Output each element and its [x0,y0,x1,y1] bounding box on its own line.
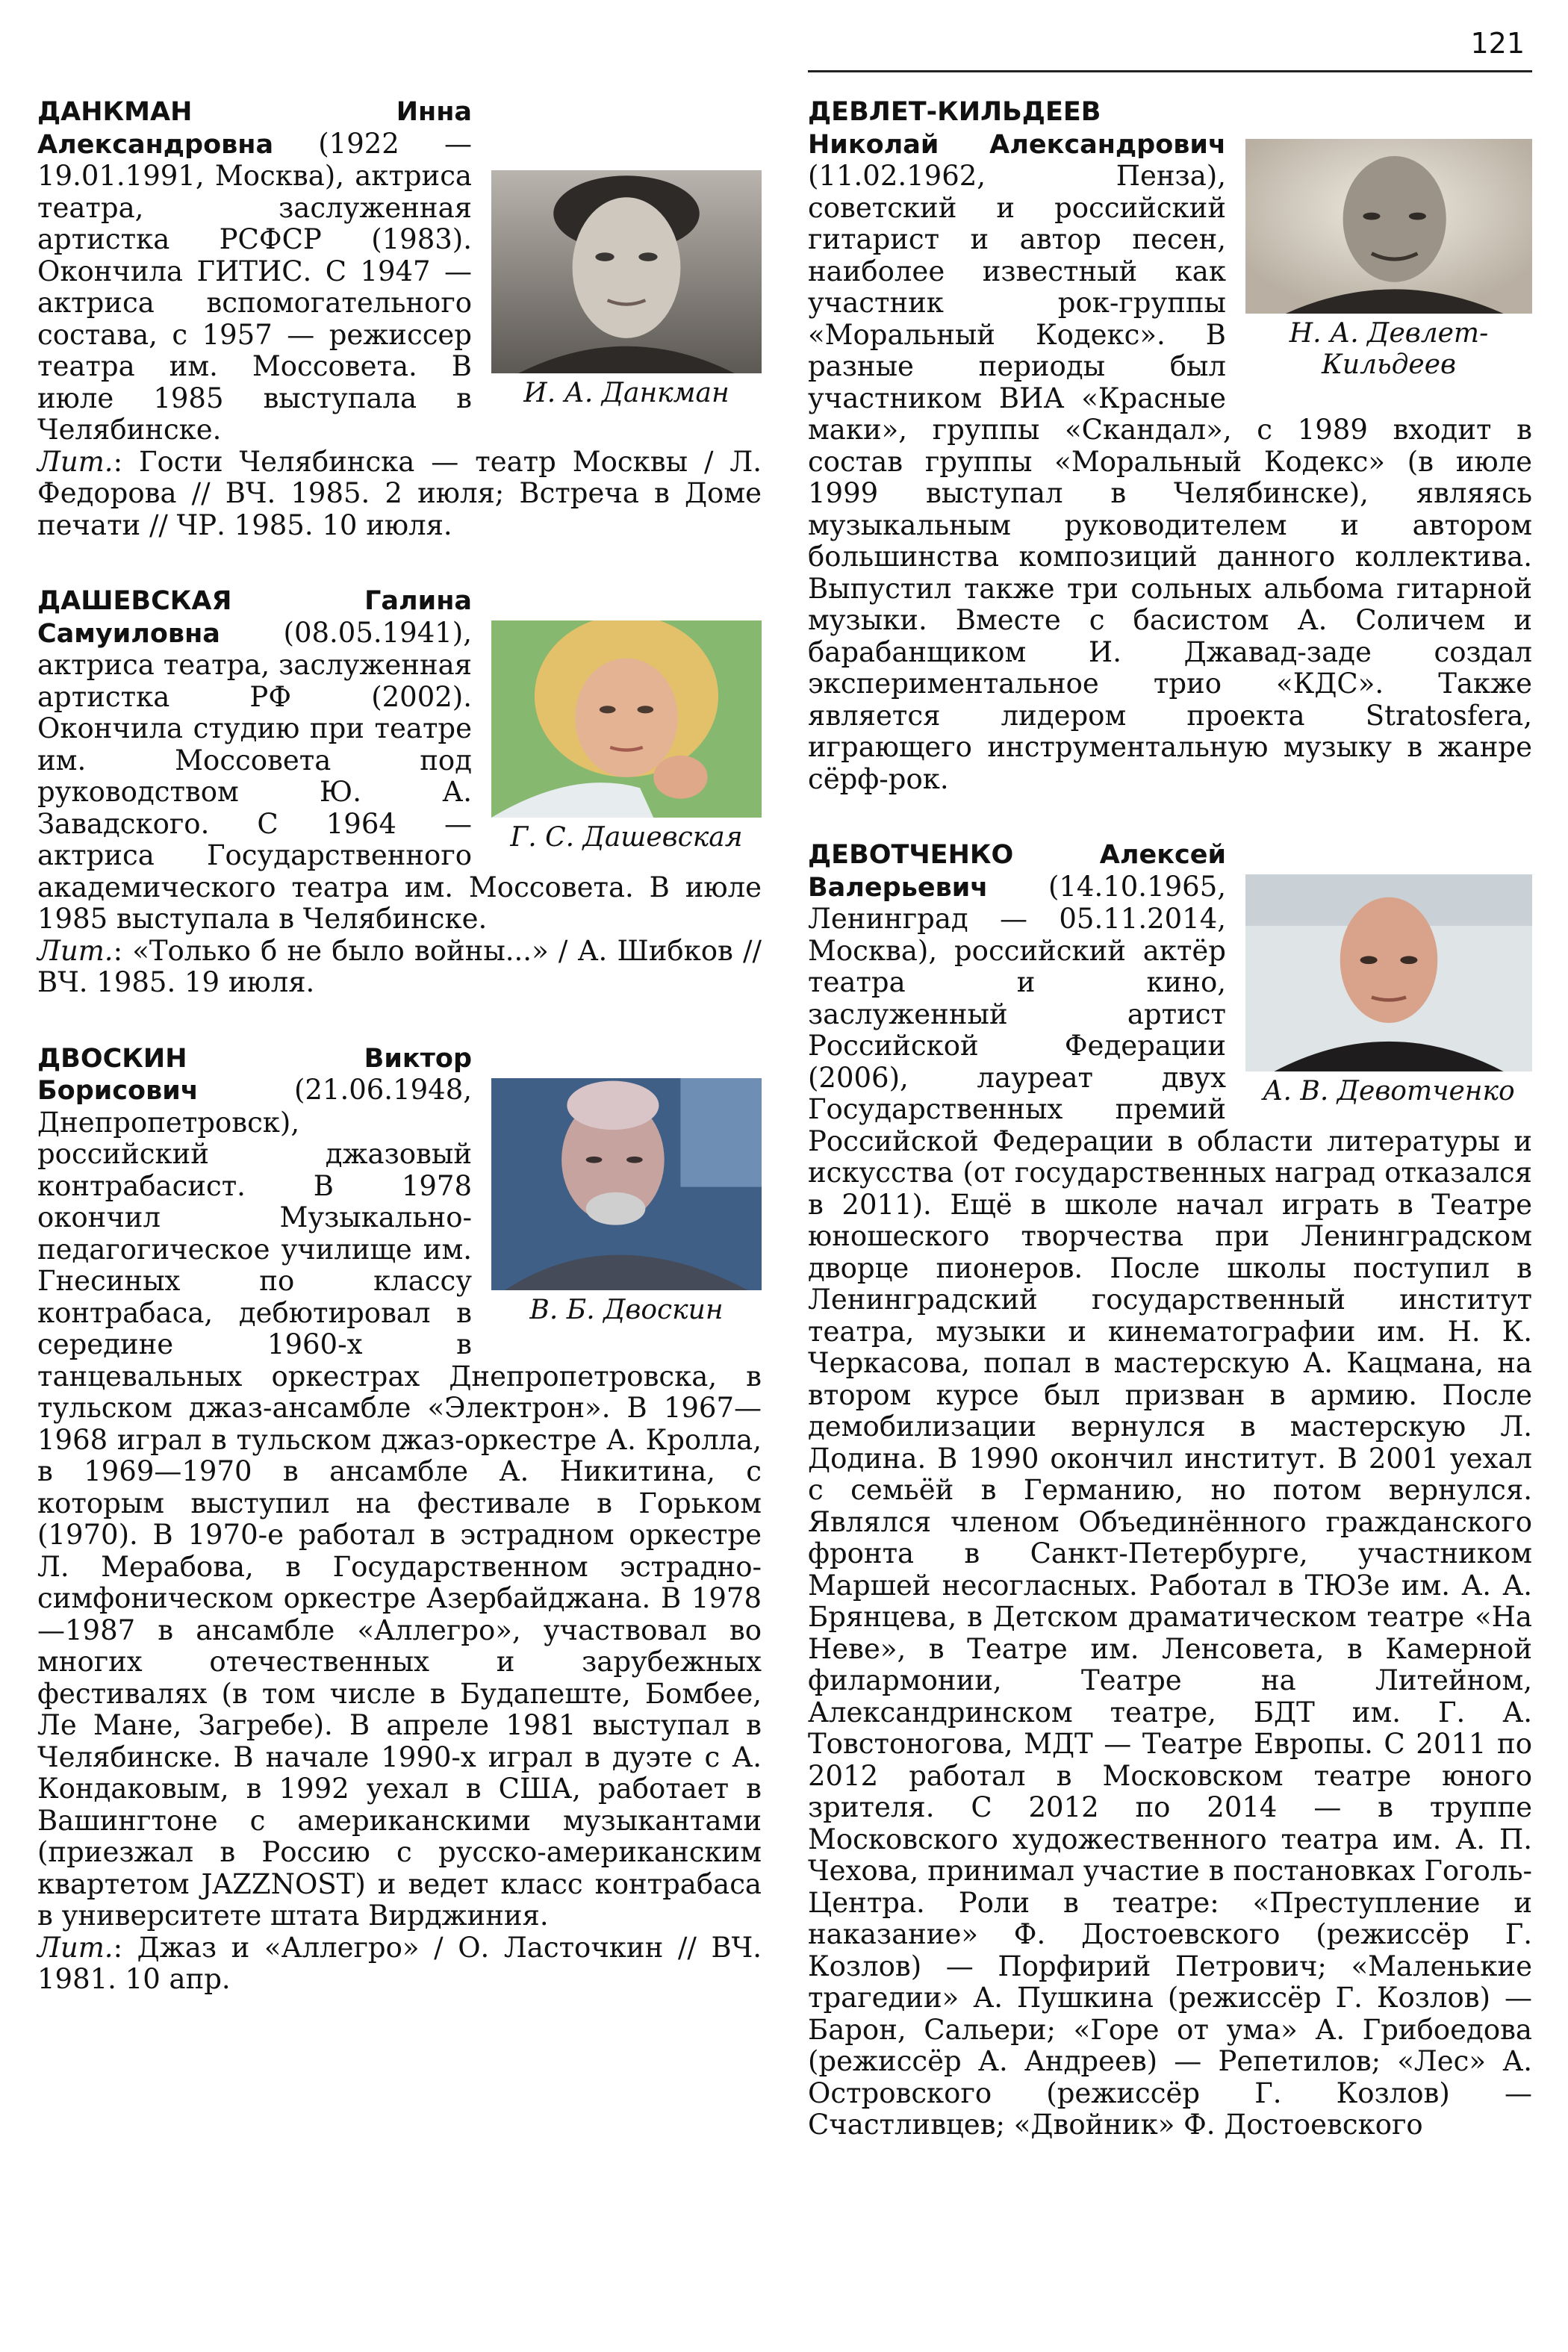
entry-dankman [37,96,762,541]
right-column [808,96,1532,2185]
entry-body: (21.06.1948, Днепропетровск), российский джазовый контрабасист. В 1978 окончил Музыкально-педагогическое училище им. Гнесиных по классу контрабаса, дебютировал в середине 1960-х в танцевальных оркестрах Днепропетровска, в тульском джаз-ансамбле «Электрон». В 1967—1968 играл в тульском джаз-оркестре А. Кролла, в 1969—1970 в ансамбле А. Никитина, с которым выступил на фестивале в Горьком (1970). В 1970-е работал в эстрадном оркестре Л. Мерабова, в Государственном эстрадно-симфоническом оркестре Азербайджана. В 1978—1987 в ансамбле «Аллегро», участвовал во многих отечественных и зарубежных фестивалях (в том числе в Будапеште, Бомбее, Ле Мане, Загребе). В апреле 1981 выступал в Челябинске. В начале 1990-х играл в дуэте с А. Кондаковым, в 1992 уехал в США, работает в Вашингтоне с американскими музыкантами (приезжал в Россию с русско-американским квартетом JAZZNOST) и ведет класс контрабаса в университете штата Вирджиния. [37,1074,762,1932]
figure-dvoskin [491,1078,762,1326]
entry-devotchenko [808,839,1532,2141]
literature-ref [37,936,762,999]
entry-body: (14.10.1965, Ленинград — 05.11.2014, Москва), российский актёр театра и кино, заслуженный артист Российской Федерации (2006), лауреат двух Государственных премий Российской Федерации в области литературы и искусства (от государственных наград отказался в 2011). Ещё в школе начал играть в Театре юношеского творчества при Ленинградском дворце пионеров. После школы поступил в Ленинградский государственный институт театра, музыки и кинематографии им. Н. К. Черкасова, попал в мастерскую А. Кацмана, на втором курсе был призван в армию. После демобилизации вернулся в мастерскую Л. Додина. В 1990 окончил институт. В 2001 уехал с семьёй в Германию, но потом вернулся. Являлся членом Объединённого гражданского фронта в Санкт-Петербурге, участником Маршей несогласных. Работал в ТЮЗе им. А. А. Брянцева, в Детском драматическом театре «На Неве», в Театре им. Ленсовета, в Камерной филармонии, Театре на Литейном, Александринском театре, БДТ им. Г. А. Товстоногова, МДТ — Театре Европы. С 2011 по 2012 работал в Московском театре юного зрителя. С 2012 по 2014 — в труппе Московского художественного театра им. А. П. Чехова, принимал участие в постановках Гоголь-Центра. Роли в театре: «Преступление и наказание» Ф. Достоевского (режиссёр Г. Козлов) — Порфирий Петрович; «Маленькие трагедии» А. Пушкина (режиссёр Г. Козлов) — Барон, Сальери; «Горе от ума» А. Грибоедова (режиссёр А. Андреев) — Репетилов; «Лес» А. Островского (режиссёр Г. Козлов) — Счастливцев; «Двойник» Ф. Достоевского [808,870,1532,2141]
entry-heading: ДАНКМАН Инна Александровна [37,97,472,160]
literature-text: : Гости Челябинска — театр Москвы / Л. Федорова // ВЧ. 1985. 2 июля; Встреча в Доме печати // ЧР. 1985. 10 июля. [37,445,762,541]
left-column [37,96,762,2039]
literature-label: Лит. [37,934,113,967]
portrait-photo [1245,874,1532,1071]
header-rule [808,70,1532,72]
entry-body: (1922 — 19.01.1991, Москва), актриса театра, заслуженная артистка РСФСР (1983). Окончила ГИТИС. С 1947 — актриса вспомогательного состава, с 1957 — режиссер театра им. Моссовета. В июле 1985 выступала в Челябинске. [37,127,472,446]
entry-heading: ДЕВОТЧЕНКО Алексей Валерьевич [808,840,1226,903]
figure-devotchenko [1245,874,1532,1107]
figure-dashevskaya [491,620,762,853]
photo-caption: В. Б. Двоскин [529,1294,724,1325]
photo-caption: Н. А. Девлет-Кильдеев [1289,318,1489,380]
portrait-photo [491,170,762,373]
page-number: 121 [1470,27,1525,60]
literature-text: : Джаз и «Аллегро» / О. Ласточкин // ВЧ. 1981. 10 апр. [37,1931,762,1995]
entry-devlet-kildeev [808,96,1532,795]
literature-ref [37,1932,762,1996]
literature-label: Лит. [37,445,113,478]
entry-body: (08.05.1941), актриса театра, заслуженная артистка РФ (2002). Окончила студию при театре им. Моссовета под руководством Ю. А. Завадского. С 1964 — актриса Государственного академического театра им. Моссовета. В июле 1985 выступала в Челябинске. [37,616,762,935]
portrait-photo [491,1078,762,1290]
portrait-photo [1245,139,1532,314]
entry-dvoskin [37,1042,762,1996]
entry-body: (11.02.1962, Пенза), советский и российский гитарист и автор песен, наиболее известный как участник рок-группы «Моральный Кодекс». В разные периоды был участником ВИА «Красные маки», группы «Скандал», с 1989 входит в состав группы «Моральный Кодекс» (в июле 1999 выступал в Челябинске), являясь музыкальным руководителем и автором большинства композиций данного коллектива. Выпустил также три сольных альбома гитарной музыки. Вместе с басистом А. Соличем и барабанщиком И. Джавад-заде создал экспериментальное трио «КДС». Также является лидером проекта Stratosfera, играющего инструментальную музыку в жанре сёрф-рок. [808,160,1532,795]
literature-text: : «Только б не было войны...» / А. Шибков // ВЧ. 1985. 19 июля. [37,934,762,998]
figure-devlet-kildeev [1245,139,1532,381]
photo-caption: И. А. Данкман [523,378,729,408]
entry-heading: ДВОСКИН Виктор Борисович [37,1043,472,1106]
photo-caption: Г. С. Дашевская [510,822,743,853]
entry-heading: ДЕВЛЕТ-КИЛЬДЕЕВ Николай Александрович [808,97,1226,160]
literature-ref [37,447,762,542]
entry-heading: ДАШЕВСКАЯ Галина Самуиловна [37,586,472,649]
portrait-photo [491,620,762,818]
entry-dashevskaya [37,585,762,999]
photo-caption: А. В. Девотченко [1263,1076,1515,1107]
literature-label: Лит. [37,1931,113,1964]
figure-dankman [491,170,762,409]
